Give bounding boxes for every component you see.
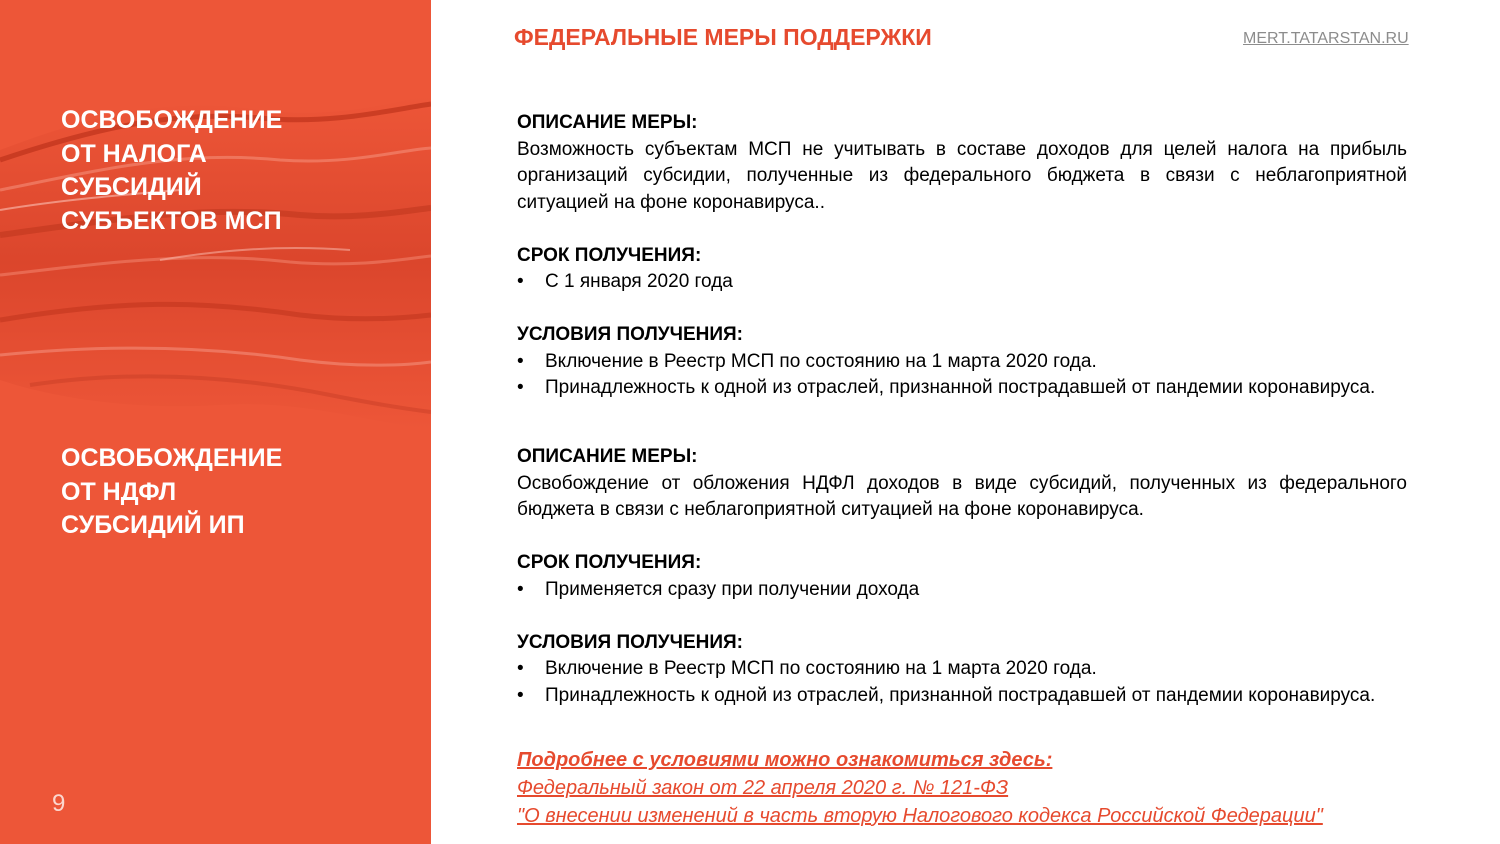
- conditions-heading: УСЛОВИЯ ПОЛУЧЕНИЯ:: [517, 324, 743, 345]
- measure-1-details: [517, 110, 1407, 402]
- condition-item: • Принадлежность к одной из отраслей, признанной пострадавшей от пандемии коронавируса.: [517, 375, 1407, 402]
- law-link[interactable]: Федеральный закон от 22 апреля 2020 г. № 121-ФЗ: [517, 777, 1009, 799]
- title-line: СУБЪЕКТОВ МСП: [61, 206, 282, 235]
- condition-item: • Включение в Реестр МСП по состоянию на 1 марта 2020 года.: [517, 349, 1407, 376]
- page-title: ФЕДЕРАЛЬНЫЕ МЕРЫ ПОДДЕРЖКИ: [514, 24, 932, 50]
- description-text: Возможность субъектам МСП не учитывать в составе доходов для целей налога на прибыль организаций субсидии, полученные из федерального бюджета в связи с неблагоприятной ситуацией на фоне коронавируса..: [517, 138, 1407, 213]
- measure-1-title: [61, 104, 282, 238]
- site-link[interactable]: MERT.TATARSTAN.RU: [1243, 30, 1409, 47]
- title-line: ОТ НДФЛ: [61, 477, 177, 506]
- more-info-links: [517, 746, 1323, 830]
- title-line: ОТ НАЛОГА: [61, 139, 207, 168]
- description-heading: ОПИСАНИЕ МЕРЫ:: [517, 446, 698, 467]
- term-item: • С 1 января 2020 года: [517, 269, 1407, 296]
- title-line: СУБСИДИЙ: [61, 173, 202, 201]
- page-number: 9: [52, 790, 66, 817]
- title-line: ОСВОБОЖДЕНИЕ: [61, 444, 283, 472]
- condition-item: • Включение в Реестр МСП по состоянию на 1 марта 2020 года.: [517, 656, 1407, 683]
- measure-2-title: [61, 442, 282, 543]
- conditions-heading: УСЛОВИЯ ПОЛУЧЕНИЯ:: [517, 631, 743, 653]
- law-title-link[interactable]: "О внесении изменений в часть вторую Налогового кодекса Российской Федерации": [517, 805, 1323, 827]
- more-info-link[interactable]: Подробнее с условиями можно ознакомиться здесь:: [517, 749, 1053, 771]
- term-heading: СРОК ПОЛУЧЕНИЯ:: [517, 552, 702, 573]
- term-item: • Применяется сразу при получении дохода: [517, 577, 1407, 604]
- description-text: Освобождение от обложения НДФЛ доходов в виде субсидий, полученных из федерального бюджета в связи с неблагоприятной ситуацией на фоне коронавируса.: [517, 472, 1407, 520]
- title-line: ОСВОБОЖДЕНИЕ: [61, 106, 283, 134]
- left-panel: [0, 0, 431, 844]
- condition-item: • Принадлежность к одной из отраслей, признанной пострадавшей от пандемии коронавируса.: [517, 683, 1407, 710]
- description-heading: ОПИСАНИЕ МЕРЫ:: [517, 112, 698, 133]
- term-heading: СРОК ПОЛУЧЕНИЯ:: [517, 244, 702, 266]
- title-line: СУБСИДИЙ ИП: [61, 511, 245, 539]
- measure-2-details: [517, 444, 1407, 709]
